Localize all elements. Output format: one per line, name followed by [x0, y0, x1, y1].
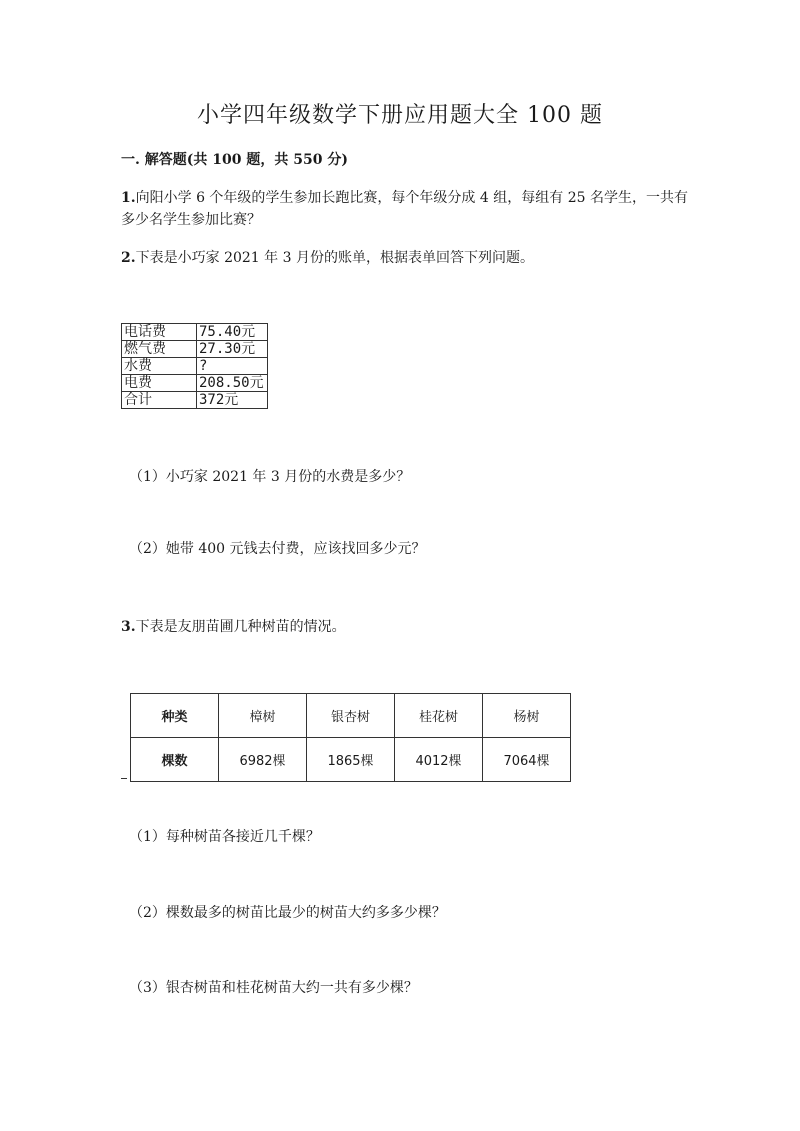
- table-row: [131, 738, 571, 782]
- tree-table: [130, 693, 571, 782]
- bill-item: 水费: [122, 358, 197, 375]
- table-cell: 1865棵: [307, 738, 395, 782]
- header-cell: 种类: [131, 694, 219, 738]
- sub-question: （1）每种树苗各接近几千棵？: [129, 829, 320, 845]
- sub-question: （3）银杏树苗和桂花树苗大约一共有多少棵？: [129, 980, 418, 996]
- header-cell: 杨树: [483, 694, 571, 738]
- question-text: 向阳小学 6 个年级的学生参加长跑比赛，每个年级分成 4 组，每组有 25 名学生，一共有多少名学生参加比赛？: [121, 190, 688, 228]
- bill-value: ?: [197, 358, 268, 375]
- table-row: [122, 324, 268, 341]
- bill-table: [121, 323, 268, 409]
- table-row: [122, 392, 268, 409]
- table-header-row: [131, 694, 571, 738]
- question-number: 1.: [121, 190, 136, 206]
- question-number: 3.: [121, 619, 136, 635]
- table-row: [122, 341, 268, 358]
- question-1: [121, 187, 691, 231]
- bill-value: 75.40元: [197, 324, 268, 341]
- stray-mark: [121, 778, 127, 779]
- sub-question: （2）她带 400 元钱去付费，应该找回多少元？: [129, 541, 426, 557]
- bill-value: 372元: [197, 392, 268, 409]
- table-cell: 6982棵: [219, 738, 307, 782]
- question-text: 下表是小巧家 2021 年 3 月份的账单，根据表单回答下列问题。: [135, 250, 534, 266]
- table-row: [122, 358, 268, 375]
- question-2: [121, 247, 691, 269]
- sub-question: （1）小巧家 2021 年 3 月份的水费是多少？: [129, 469, 411, 485]
- bill-item: 燃气费: [122, 341, 197, 358]
- bill-item: 合计: [122, 392, 197, 409]
- table-cell: 4012棵: [395, 738, 483, 782]
- header-cell: 桂花树: [395, 694, 483, 738]
- bill-item: 电费: [122, 375, 197, 392]
- bill-item: 电话费: [122, 324, 197, 341]
- page-title: 小学四年级数学下册应用题大全 100 题: [197, 103, 603, 128]
- row-label: 棵数: [131, 738, 219, 782]
- bill-value: 27.30元: [197, 341, 268, 358]
- section-heading: 一. 解答题(共 100 题，共 550 分): [121, 152, 348, 168]
- table-cell: 7064棵: [483, 738, 571, 782]
- question-number: 2.: [121, 250, 136, 266]
- header-cell: 银杏树: [307, 694, 395, 738]
- question-3: [121, 616, 691, 638]
- header-cell: 樟树: [219, 694, 307, 738]
- question-text: 下表是友朋苗圃几种树苗的情况。: [135, 619, 346, 635]
- sub-question: （2）棵数最多的树苗比最少的树苗大约多多少棵？: [129, 905, 446, 921]
- table-row: [122, 375, 268, 392]
- bill-value: 208.50元: [197, 375, 268, 392]
